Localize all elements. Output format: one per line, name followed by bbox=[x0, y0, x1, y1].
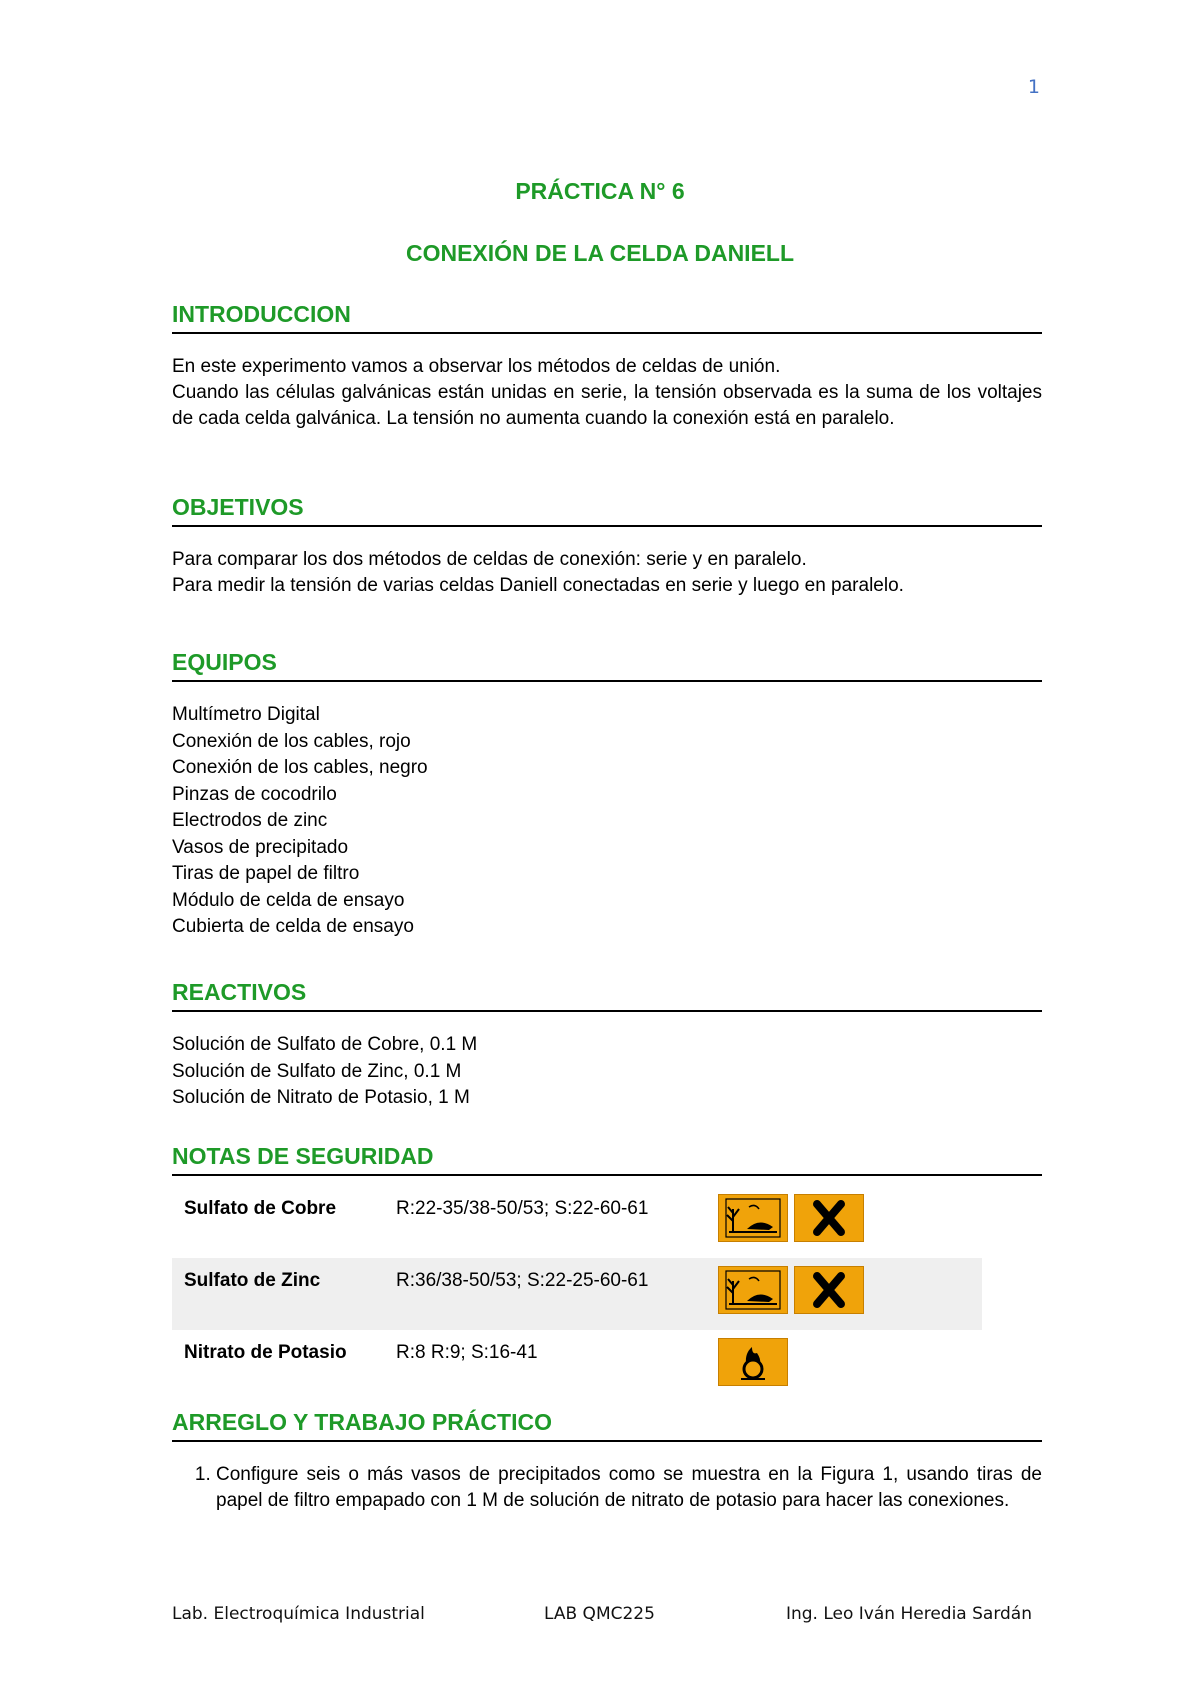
list-item: Módulo de celda de ensayo bbox=[172, 889, 405, 911]
oxidizing-flame-icon bbox=[718, 1338, 788, 1386]
list-item: Solución de Sulfato de Cobre, 0.1 M bbox=[172, 1034, 478, 1055]
section-heading-reactivos: REACTIVOS bbox=[172, 978, 1042, 1012]
page-title: PRÁCTICA N° 6 bbox=[515, 178, 685, 204]
list-item: Vasos de precipitado bbox=[172, 836, 349, 858]
hazard-icons bbox=[718, 1186, 982, 1258]
objetivos-line: Para comparar los dos métodos de celdas de conexión: serie y en paralelo. bbox=[172, 549, 807, 570]
footer-left: Lab. Electroquímica Industrial bbox=[172, 1604, 425, 1624]
risk-code: R:36/38-50/53; S:22-25-60-61 bbox=[396, 1270, 649, 1291]
list-item: Tiras de papel de filtro bbox=[172, 863, 360, 884]
section-seguridad bbox=[172, 1142, 1042, 1402]
section-objetivos bbox=[172, 493, 1042, 599]
list-item: Pinzas de cocodrilo bbox=[172, 783, 337, 805]
section-reactivos bbox=[172, 978, 1042, 1112]
environment-hazard-icon bbox=[718, 1194, 788, 1242]
list-item: Conexión de los cables, rojo bbox=[172, 730, 411, 752]
steps-list bbox=[172, 1462, 1042, 1514]
section-arreglo bbox=[172, 1408, 1042, 1514]
section-introduccion bbox=[172, 300, 1042, 432]
risk-code: R:22-35/38-50/53; S:22-60-61 bbox=[396, 1198, 649, 1219]
introduccion-line: En este experimento vamos a observar los métodos de celdas de unión. bbox=[172, 356, 781, 377]
page-number: 1 bbox=[1027, 76, 1040, 98]
hazard-icons bbox=[718, 1330, 982, 1402]
table-row bbox=[172, 1330, 982, 1402]
list-item: Solución de Nitrato de Potasio, 1 M bbox=[172, 1087, 470, 1108]
page-subtitle: CONEXIÓN DE LA CELDA DANIELL bbox=[405, 240, 795, 266]
section-equipos bbox=[172, 648, 1042, 941]
table-row bbox=[172, 1258, 982, 1330]
reactivos-list bbox=[172, 1032, 1042, 1112]
list-item: Solución de Sulfato de Zinc, 0.1 M bbox=[172, 1060, 462, 1082]
chemical-name: Sulfato de Cobre bbox=[184, 1198, 337, 1219]
introduccion-text bbox=[172, 354, 1042, 432]
objetivos-text bbox=[172, 547, 1042, 599]
objetivos-line: Para medir la tensión de varias celdas Daniell conectadas en serie y luego en paralelo. bbox=[172, 575, 904, 596]
footer-right: Ing. Leo Iván Heredia Sardán bbox=[785, 1604, 1032, 1624]
environment-hazard-icon bbox=[718, 1266, 788, 1314]
list-item: Electrodos de zinc bbox=[172, 810, 328, 831]
footer-center: LAB QMC225 bbox=[544, 1604, 655, 1624]
introduccion-line: Cuando las células galvánicas están unidas en serie, la tensión observada es la suma de los voltajes de cada celda galvánica. La tensión no aumenta cuando la conexión está en paralelo. bbox=[172, 382, 1042, 429]
section-heading-introduccion: INTRODUCCION bbox=[172, 300, 1042, 334]
harmful-x-icon bbox=[794, 1194, 864, 1242]
section-heading-equipos: EQUIPOS bbox=[172, 648, 1042, 682]
section-heading-arreglo: ARREGLO Y TRABAJO PRÁCTICO bbox=[172, 1408, 1042, 1442]
chemical-name: Nitrato de Potasio bbox=[184, 1342, 347, 1363]
list-item: Multímetro Digital bbox=[172, 704, 320, 725]
hazard-icons bbox=[718, 1258, 982, 1330]
table-row bbox=[172, 1186, 982, 1258]
risk-code: R:8 R:9; S:16-41 bbox=[396, 1342, 538, 1363]
chemical-name: Sulfato de Zinc bbox=[184, 1270, 321, 1291]
harmful-x-icon bbox=[794, 1266, 864, 1314]
list-item: 1. Configure seis o más vasos de precipitados como se muestra en la Figura 1, usando tiras de papel de filtro empapado con 1 M de solución de nitrato de potasio para hacer las conexiones. bbox=[216, 1462, 1042, 1514]
equipos-list bbox=[172, 702, 1042, 941]
section-heading-objetivos: OBJETIVOS bbox=[172, 493, 1042, 527]
list-item: Cubierta de celda de ensayo bbox=[172, 916, 414, 937]
section-heading-seguridad: NOTAS DE SEGURIDAD bbox=[172, 1142, 1042, 1176]
safety-table bbox=[172, 1186, 982, 1402]
list-item: Conexión de los cables, negro bbox=[172, 757, 428, 778]
